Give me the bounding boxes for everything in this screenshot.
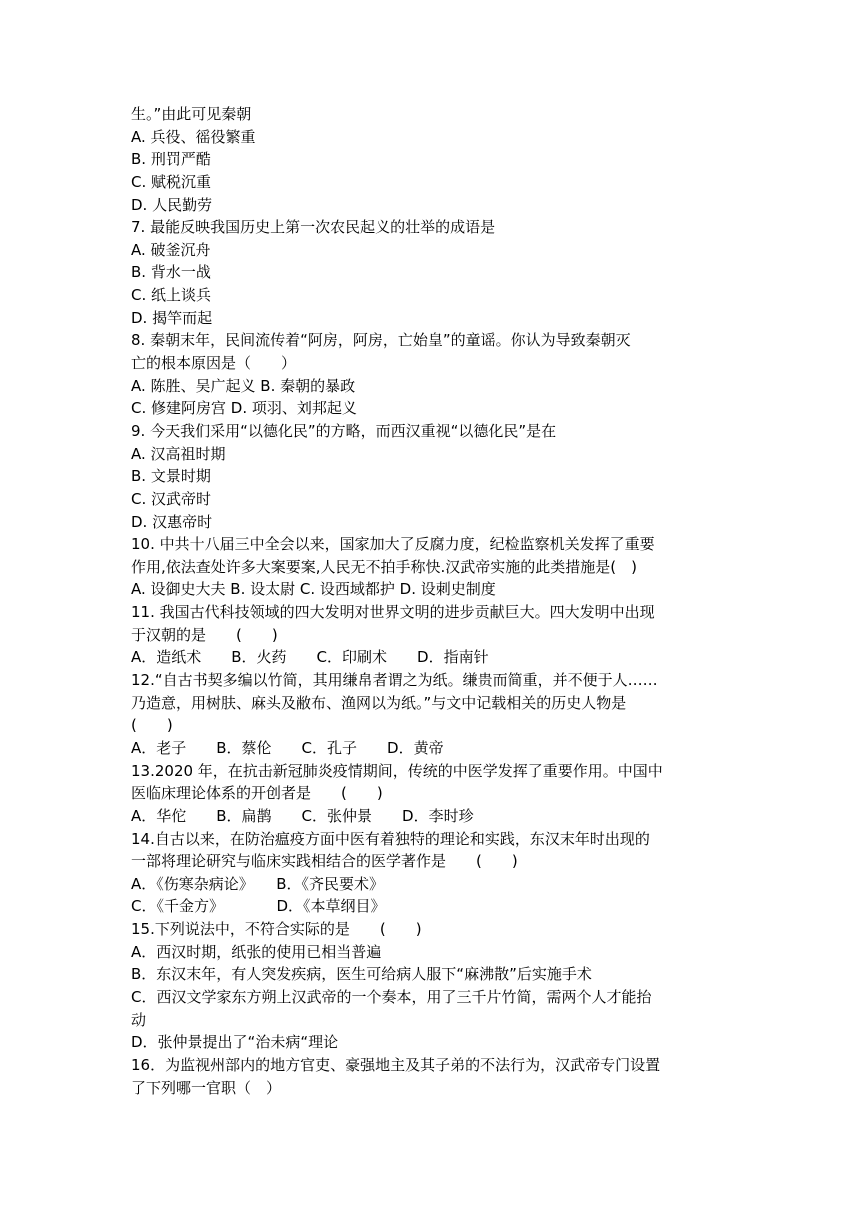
option-line: C. 赋税沉重 [131,172,212,191]
option-line: B. 背水一战 [131,263,211,282]
option-line: D．张仲景提出了“治未病“理论 [131,1033,339,1052]
text-line: 作用,依法查处许多大案要案,人民无不拍手称快.汉武帝实施的此类措施是( ) [131,557,638,576]
question-11: 11. 我国古代科技领域的四大发明对世界文明的进步贡献巨大。四大发明中出现 [131,603,655,622]
option-line: C. 汉武帝时 [131,489,212,508]
option-line: A．《伤寒杂病论》 B．《齐民要术》 [131,874,385,893]
question-16: 16．为监视州部内的地方官吏、豪强地主及其子弟的不法行为，汉武帝专门设置 [131,1055,661,1074]
option-line: A．造纸术 B．火药 C．印刷术 D．指南针 [131,648,489,667]
text-line: ( ) [131,716,173,735]
option-line: C. 纸上谈兵 [131,286,212,305]
question-9: 9. 今天我们采用“以德化民”的方略，而西汉重视“以德化民”是在 [131,421,557,440]
option-line: B．东汉末年，有人突发疾病，医生可给病人服下“麻沸散”后实施手术 [131,965,592,984]
text-line: 了下列哪一官职（ ） [131,1078,282,1097]
text-line: 动 [131,1010,147,1029]
option-line: B. 文景时期 [131,467,211,486]
option-line: C．西汉文学家东方朔上汉武帝的一个奏本，用了三千片竹简，需两个人才能抬 [131,987,652,1006]
option-line: A. 设御史大夫 B. 设太尉 C. 设西域都护 D. 设刺史制度 [131,580,496,599]
option-line: A. 破釜沉舟 [131,240,211,259]
text-line: 于汉朝的是 ( ) [131,625,278,644]
option-line: C. 修建阿房宫 D. 项羽、刘邦起义 [131,399,357,418]
text-line: 生。”由此可见秦朝 [131,105,252,123]
text-line: 医临床理论体系的开创者是 ( ) [131,784,383,803]
question-14: 14.自古以来，在防治瘟疫方面中医有着独特的理论和实践，东汉末年时出现的 [131,829,650,848]
option-line: A. 陈胜、吴广起义 B. 秦朝的暴政 [131,376,356,395]
option-line: A．西汉时期，纸张的使用已相当普遍 [131,942,382,961]
question-10: 10. 中共十八届三中全会以来，国家加大了反腐力度，纪检监察机关发挥了重要 [131,535,655,554]
text-line: 一部将理论研究与临床实践相结合的医学著作是 ( ) [131,852,518,871]
option-line: B. 刑罚严酷 [131,150,211,169]
option-line: A．老子 B．蔡伦 C．孔子 D．黄帝 [131,738,444,757]
option-line: D. 汉惠帝时 [131,512,213,531]
option-line: A. 兵役、徭役繁重 [131,127,256,146]
document-page [131,103,731,1099]
question-12: 12.“自古书契多编以竹简，其用缣帛者谓之为纸。缣贵而简重，并不便于人…… [131,671,658,690]
text-line: 亡的根本原因是（ ） [131,354,297,373]
option-line: C．《千金方》 D．《本草纲目》 [131,897,386,916]
option-line: A．华佗 B．扁鹊 C．张仲景 D．李时珍 [131,806,474,825]
question-13: 13.2020 年，在抗击新冠肺炎疫情期间，传统的中医学发挥了重要作用。中国中 [131,761,663,780]
option-line: A. 汉高祖时期 [131,444,226,463]
option-line: D. 人民勤劳 [131,195,213,214]
text-line: 乃造意，用树肤、麻头及敝布、渔网以为纸。”与文中记载相关的历史人物是 [131,693,627,712]
question-7: 7. 最能反映我国历史上第一次农民起义的壮举的成语是 [131,218,496,237]
question-15: 15.下列说法中，不符合实际的是 ( ) [131,920,422,939]
question-8: 8. 秦朝末年，民间流传着“阿房，阿房，亡始皇”的童谣。你认为导致秦朝灭 [131,331,631,350]
option-line: D. 揭竿而起 [131,308,213,327]
